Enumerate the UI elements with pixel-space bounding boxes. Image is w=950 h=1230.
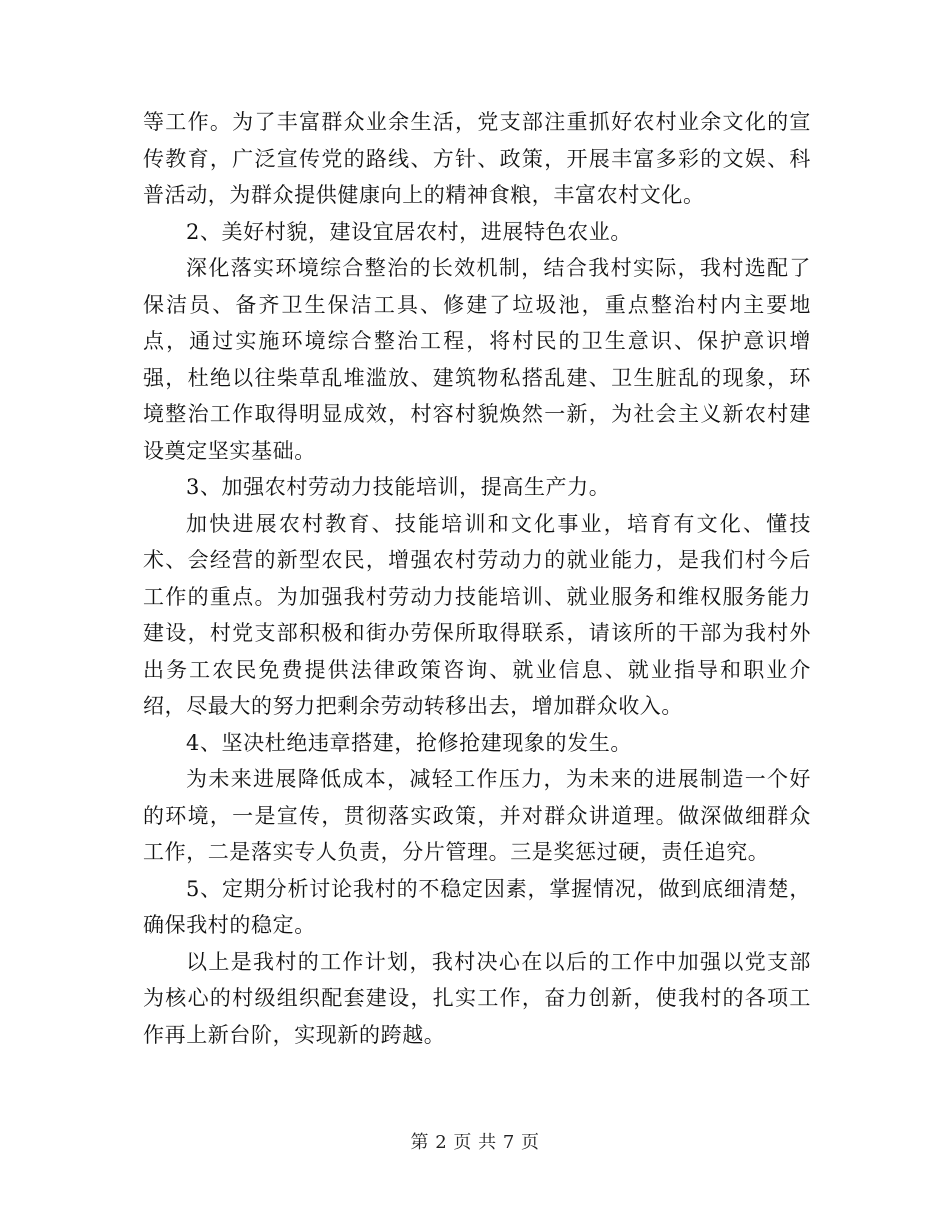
section-heading-5: 5、定期分析讨论我村的不稳定因素，掌握情况，做到底细清楚，确保我村的稳定。 [143, 876, 811, 937]
section-heading-2: 2、美好村貌，建设宜居农村，进展特色农业。 [186, 219, 632, 244]
paragraph-environment: 深化落实环境综合整治的长效机制，结合我村实际，我村选配了保洁员、备齐卫生保洁工具、修建了垃圾池，重点整治村内主要地点，通过实施环境综合整治工程，将村民的卫生意识、保护意识增强，杜绝以往柴草乱堆滥放、建筑物私搭乱建、卫生脏乱的现象，环境整治工作取得明显成效，村容村貌焕然一新，为社会主义新农村建设奠定坚实基础。 [143, 256, 811, 463]
page-number: 第 2 页 共 7 页 [410, 1132, 540, 1153]
page-footer [0, 1128, 950, 1154]
section-heading-4: 4、坚决杜绝违章搭建，抢修抢建现象的发生。 [186, 730, 632, 755]
paragraph-continuation: 等工作。为了丰富群众业余生活，党支部注重抓好农村业余文化的宣传教育，广泛宣传党的路线、方针、政策，开展丰富多彩的文娱、科普活动，为群众提供健康向上的精神食粮，丰富农村文化。 [143, 110, 811, 207]
paragraph-conclusion: 以上是我村的工作计划，我村决心在以后的工作中加强以党支部为核心的村级组织配套建设，扎实工作，奋力创新，使我村的各项工作再上新台阶，实现新的跨越。 [143, 949, 811, 1047]
section-heading-3: 3、加强农村劳动力技能培训，提高生产力。 [186, 475, 611, 499]
paragraph-training: 加快进展农村教育、技能培训和文化事业，培育有文化、懂技术、会经营的新型农民，增强农村劳动力的就业能力，是我们村今后工作的重点。为加强我村劳动力技能培训、就业服务和维权服务能力建设，村党支部积极和街办劳保所取得联系，请该所的干部为我村外出务工农民免费提供法律政策咨询、就业信息、就业指导和职业介绍，尽最大的努力把剩余劳动转移出去，增加群众收入。 [143, 511, 811, 718]
paragraph-construction: 为未来进展降低成本，减轻工作压力，为未来的进展制造一个好的环境，一是宣传，贯彻落实政策，并对群众讲道理。做深做细群众工作，二是落实专人负责，分片管理。三是奖惩过硬，责任追究。 [143, 767, 811, 864]
document-body [143, 104, 811, 1053]
